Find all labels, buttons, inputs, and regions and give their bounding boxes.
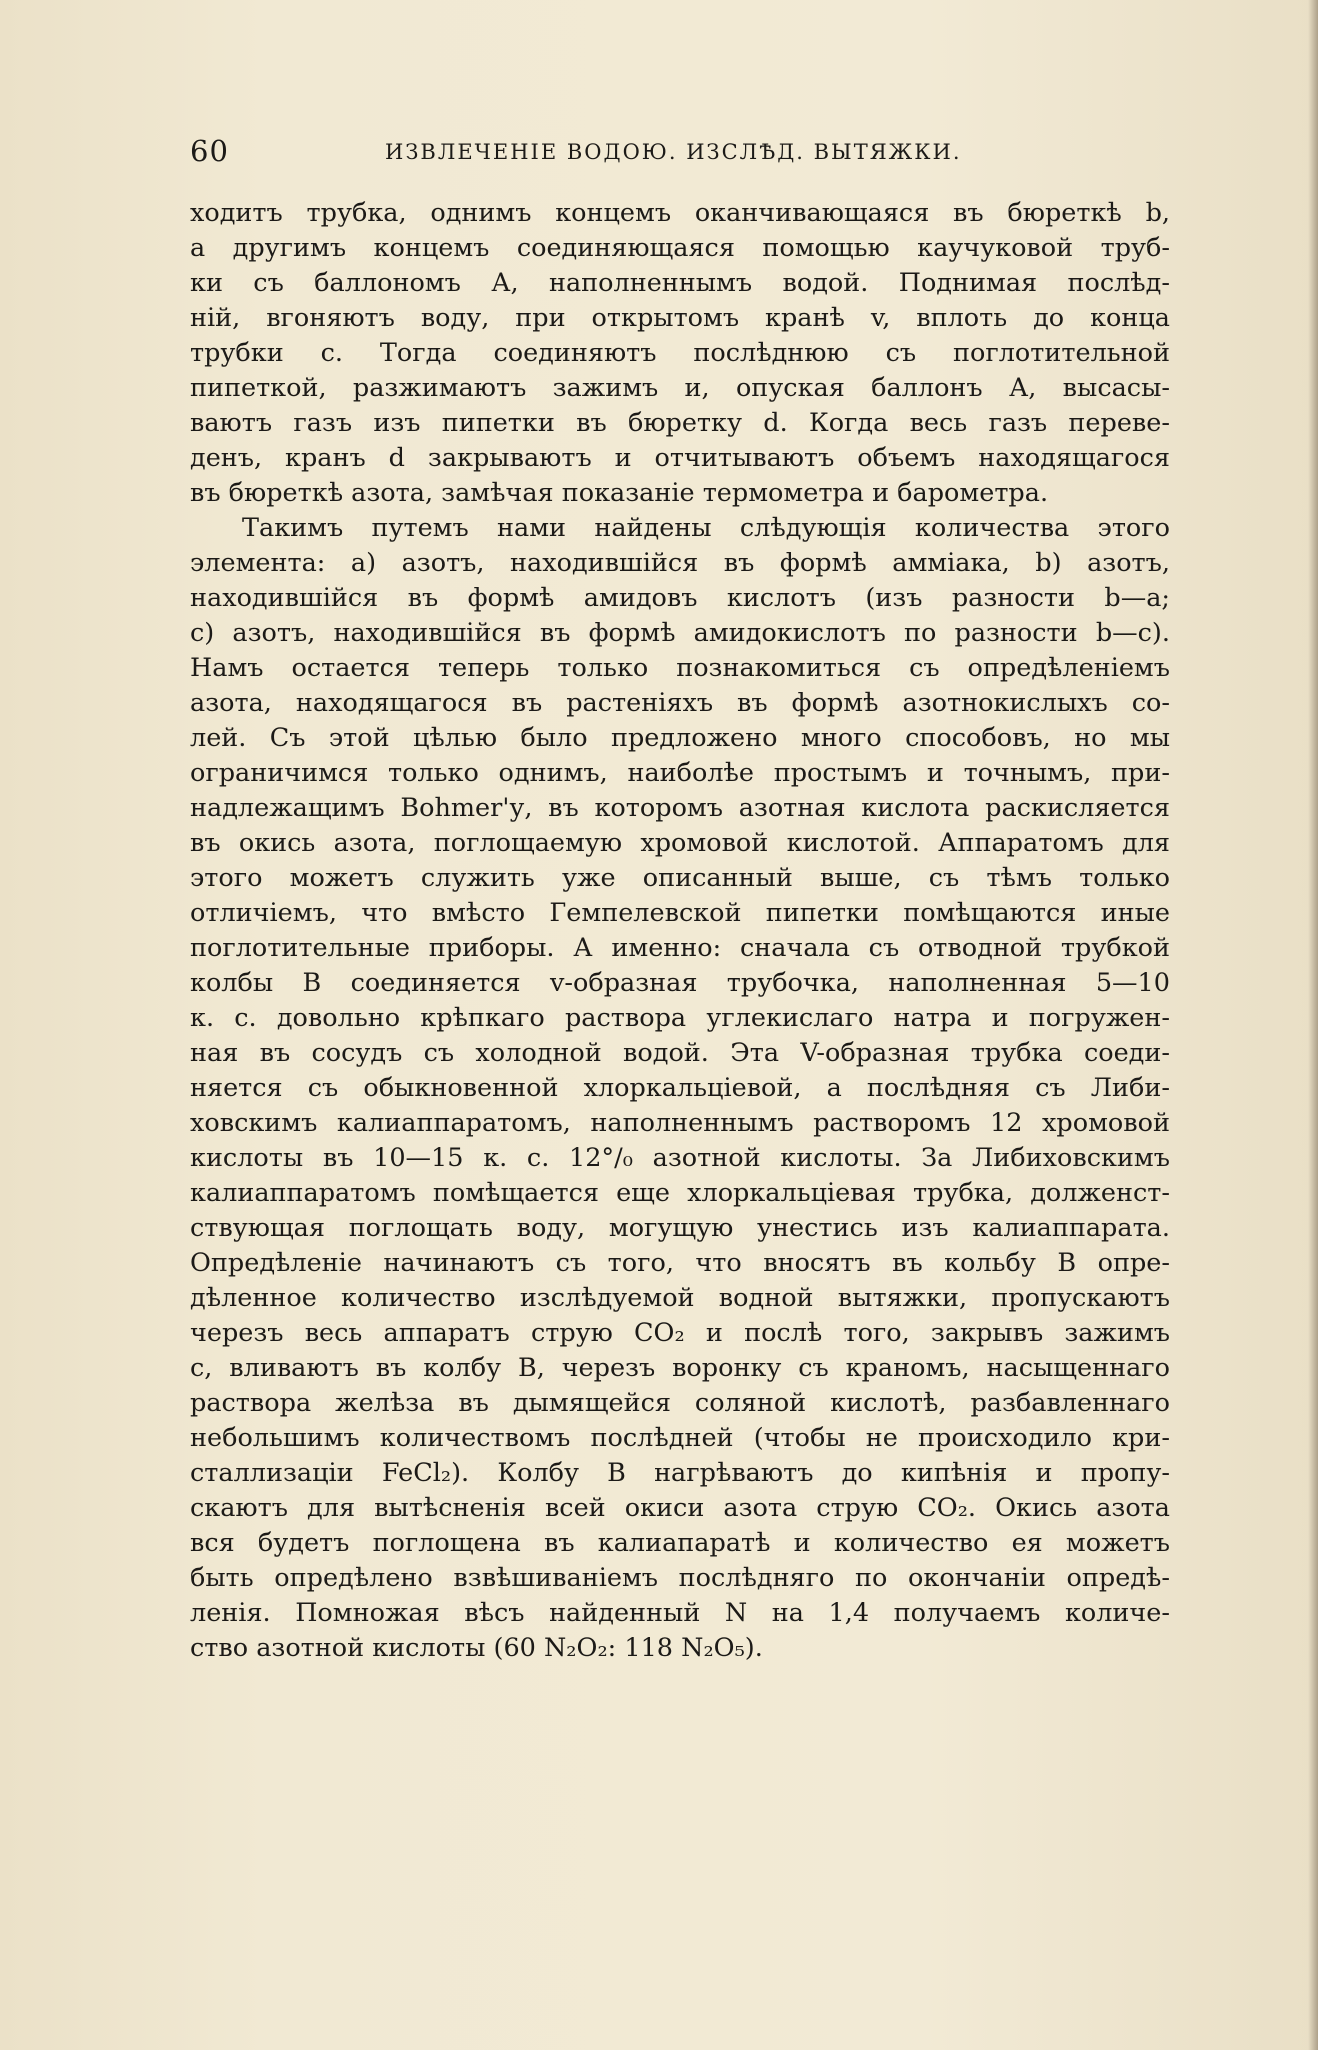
text-line: элемента: а) азотъ, находившійся въ формѣ амміака, b) азотъ,: [190, 548, 1170, 578]
page-number: 60: [190, 134, 229, 168]
text-line: ходитъ трубка, однимъ концемъ оканчивающаяся въ бюреткѣ b,: [190, 198, 1170, 228]
text-line: находившійся въ формѣ амидовъ кислотъ (изъ разности b—a;: [190, 583, 1170, 613]
text-line: черезъ весь аппаратъ струю CO₂ и послѣ того, закрывъ зажимъ: [190, 1318, 1170, 1348]
text-line: ство азотной кислоты (60 N₂O₂: 118 N₂O₅).: [190, 1633, 763, 1663]
text-line: c, вливаютъ въ колбу В, черезъ воронку съ краномъ, насыщеннаго: [190, 1353, 1170, 1383]
text-line: вся будетъ поглощена въ калиапаратѣ и количество ея можетъ: [190, 1528, 1170, 1558]
text-line: к. с. довольно крѣпкаго раствора углекислаго натра и погружен-: [190, 1003, 1170, 1033]
text-line: дѣленное количество изслѣдуемой водной вытяжки, пропускаютъ: [190, 1283, 1170, 1313]
text-line: ствующая поглощать воду, могущую унестись изъ калиаппарата.: [190, 1213, 1170, 1243]
text-line: трубки с. Тогда соединяютъ послѣднюю съ поглотительной: [190, 338, 1170, 368]
text-line: а другимъ концемъ соединяющаяся помощью каучуковой труб-: [190, 233, 1170, 263]
text-line: азота, находящагося въ растеніяхъ въ формѣ азотнокислыхъ со-: [190, 688, 1170, 718]
text-line: ленія. Помножая вѣсъ найденный N на 1,4 получаемъ количе-: [190, 1598, 1170, 1628]
page-header: [190, 134, 1140, 174]
text-line: ховскимъ калиаппаратомъ, наполненнымъ растворомъ 12 хромовой: [190, 1108, 1170, 1138]
text-line: въ бюреткѣ азота, замѣчая показаніе термометра и барометра.: [190, 478, 1049, 508]
text-line: ваютъ газъ изъ пипетки въ бюретку d. Когда весь газъ переве-: [190, 408, 1170, 438]
text-line: кислоты въ 10—15 к. с. 12°/₀ азотной кислоты. За Либиховскимъ: [190, 1143, 1170, 1173]
text-line: ная въ сосудъ съ холодной водой. Эта V-образная трубка соеди-: [190, 1038, 1170, 1068]
text-line: небольшимъ количествомъ послѣдней (чтобы не происходило кри-: [190, 1423, 1170, 1453]
text-line: c) азотъ, находившійся въ формѣ амидокислотъ по разности b—c).: [190, 618, 1170, 648]
text-line: ній, вгоняютъ воду, при открытомъ кранѣ v, вплоть до конца: [190, 303, 1170, 333]
text-line: надлежащимъ Bohmer'у, въ которомъ азотная кислота раскисляется: [190, 793, 1170, 823]
text-line: этого можетъ служить уже описанный выше, съ тѣмъ только: [190, 863, 1170, 893]
text-line: колбы В соединяется v-образная трубочка, наполненная 5—10: [190, 968, 1170, 998]
text-line: Такимъ путемъ нами найдены слѣдующія количества этого: [242, 513, 1170, 543]
text-line: сталлизаціи FeCl₂). Колбу В нагрѣваютъ до кипѣнія и пропу-: [190, 1458, 1170, 1488]
text-line: отличіемъ, что вмѣсто Гемпелевской пипетки помѣщаются иные: [190, 898, 1170, 928]
text-line: ограничимся только однимъ, наиболѣе простымъ и точнымъ, при-: [190, 758, 1170, 788]
text-line: калиаппаратомъ помѣщается еще хлоркальціевая трубка, долженст-: [190, 1178, 1170, 1208]
text-line: няется съ обыкновенной хлоркальціевой, а послѣдняя съ Либи-: [190, 1073, 1170, 1103]
text-line: денъ, кранъ d закрываютъ и отчитываютъ объемъ находящагося: [190, 443, 1170, 473]
page-edge-shadow: [1308, 0, 1318, 2050]
text-line: быть опредѣлено взвѣшиваніемъ послѣдняго по окончаніи опредѣ-: [190, 1563, 1170, 1593]
text-line: поглотительные приборы. А именно: сначала съ отводной трубкой: [190, 933, 1170, 963]
text-line: въ окись азота, поглощаемую хромовой кислотой. Аппаратомъ для: [190, 828, 1170, 858]
text-line: лей. Съ этой цѣлью было предложено много способовъ, но мы: [190, 723, 1170, 753]
text-line: пипеткой, разжимаютъ зажимъ и, опуская баллонъ А, высасы-: [190, 373, 1170, 403]
text-line: Намъ остается теперь только познакомиться съ опредѣленіемъ: [190, 653, 1170, 683]
text-line: ки съ баллономъ А, наполненнымъ водой. Поднимая послѣд-: [190, 268, 1170, 298]
text-line: скаютъ для вытѣсненія всей окиси азота струю CO₂. Окись азота: [190, 1493, 1170, 1523]
running-head: ИЗВЛЕЧЕНІЕ ВОДОЮ. ИЗСЛѢД. ВЫТЯЖКИ.: [385, 140, 962, 164]
text-line: Опредѣленіе начинаютъ съ того, что вносятъ въ кольбу В опре-: [190, 1248, 1170, 1278]
text-line: раствора желѣза въ дымящейся соляной кислотѣ, разбавленнаго: [190, 1388, 1170, 1418]
body-text: [190, 196, 1170, 1666]
